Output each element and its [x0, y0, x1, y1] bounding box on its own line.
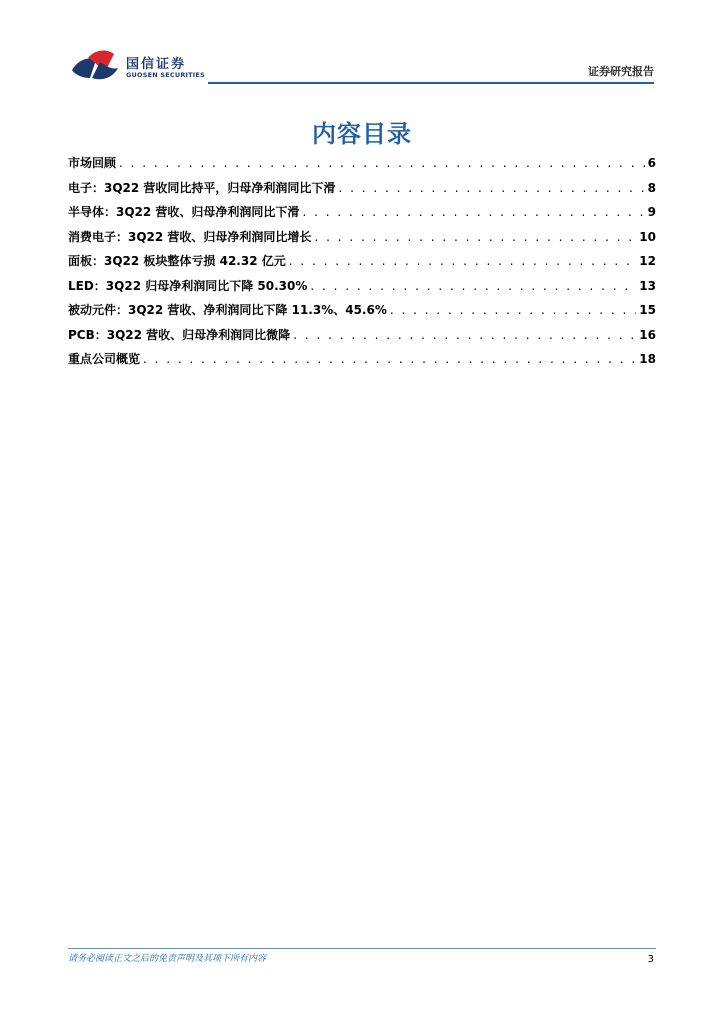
toc-entry-text: 重点公司概览 [68, 352, 141, 366]
toc-entry-text: 被动元件：3Q22 营收、净利润同比下降 11.3%、45.6% [68, 303, 387, 317]
toc-entry-led[interactable] [68, 277, 656, 302]
toc-entry-page: 12 [639, 254, 656, 268]
toc-entry-text: 市场回顾 [68, 156, 117, 170]
guosen-logo-icon [70, 48, 122, 84]
toc-entry-market-review[interactable] [68, 154, 656, 179]
company-logo [70, 48, 220, 84]
toc-title: 内容目录 [312, 120, 412, 148]
toc-entry-text: LED：3Q22 归母净利润同比下降 50.30% [68, 278, 308, 293]
toc-entry-panel[interactable] [68, 252, 656, 277]
toc-dot-leader [302, 205, 644, 219]
toc-entry-page: 16 [639, 327, 656, 342]
toc-dot-leader [143, 352, 636, 366]
toc-entry-text: 半导体：3Q22 营收、归母净利润同比下滑 [68, 205, 300, 219]
toc-entry-passive-components[interactable] [68, 301, 656, 326]
toc-dot-leader [390, 303, 636, 317]
toc-entry-page: 9 [647, 205, 656, 219]
toc-dot-leader [293, 328, 636, 342]
header-divider [208, 82, 654, 84]
footer-divider [68, 948, 656, 949]
toc-entry-text: 消费电子：3Q22 营收、归母净利润同比增长 [68, 229, 312, 244]
page-header [0, 0, 724, 90]
toc-entry-text: 电子：3Q22 营收同比持平，归母净利润同比下滑 [68, 180, 336, 195]
toc-dot-leader [289, 254, 637, 268]
toc-entry-page: 15 [639, 303, 656, 317]
logo-english-name: GUOSEN SECURITIES [126, 71, 205, 79]
toc-dot-leader [314, 230, 636, 244]
report-type-label: 证券研究报告 [588, 65, 654, 78]
logo-chinese-name: 国信证券 [126, 57, 187, 72]
toc-dot-leader [310, 279, 636, 293]
toc-entry-page: 8 [647, 180, 656, 195]
toc-entry-page: 6 [647, 156, 656, 170]
toc-entry-text: PCB：3Q22 营收、归母净利润同比微降 [68, 327, 291, 342]
toc-entry-page: 18 [639, 352, 656, 366]
footer-disclaimer: 请务必阅读正文之后的免责声明及其项下所有内容 [68, 954, 267, 964]
toc-entry-pcb[interactable] [68, 326, 656, 351]
table-of-contents [68, 154, 656, 375]
toc-dot-leader [338, 181, 644, 195]
toc-entry-key-companies[interactable] [68, 350, 656, 375]
page-number: 3 [647, 954, 654, 965]
toc-entry-semiconductor[interactable] [68, 203, 656, 228]
toc-entry-consumer-electronics[interactable] [68, 228, 656, 253]
toc-entry-electronics[interactable] [68, 179, 656, 204]
toc-entry-text: 面板：3Q22 板块整体亏损 42.32 亿元 [68, 254, 286, 268]
toc-entry-page: 10 [639, 229, 656, 244]
toc-entry-page: 13 [639, 278, 656, 293]
toc-dot-leader [119, 156, 645, 170]
